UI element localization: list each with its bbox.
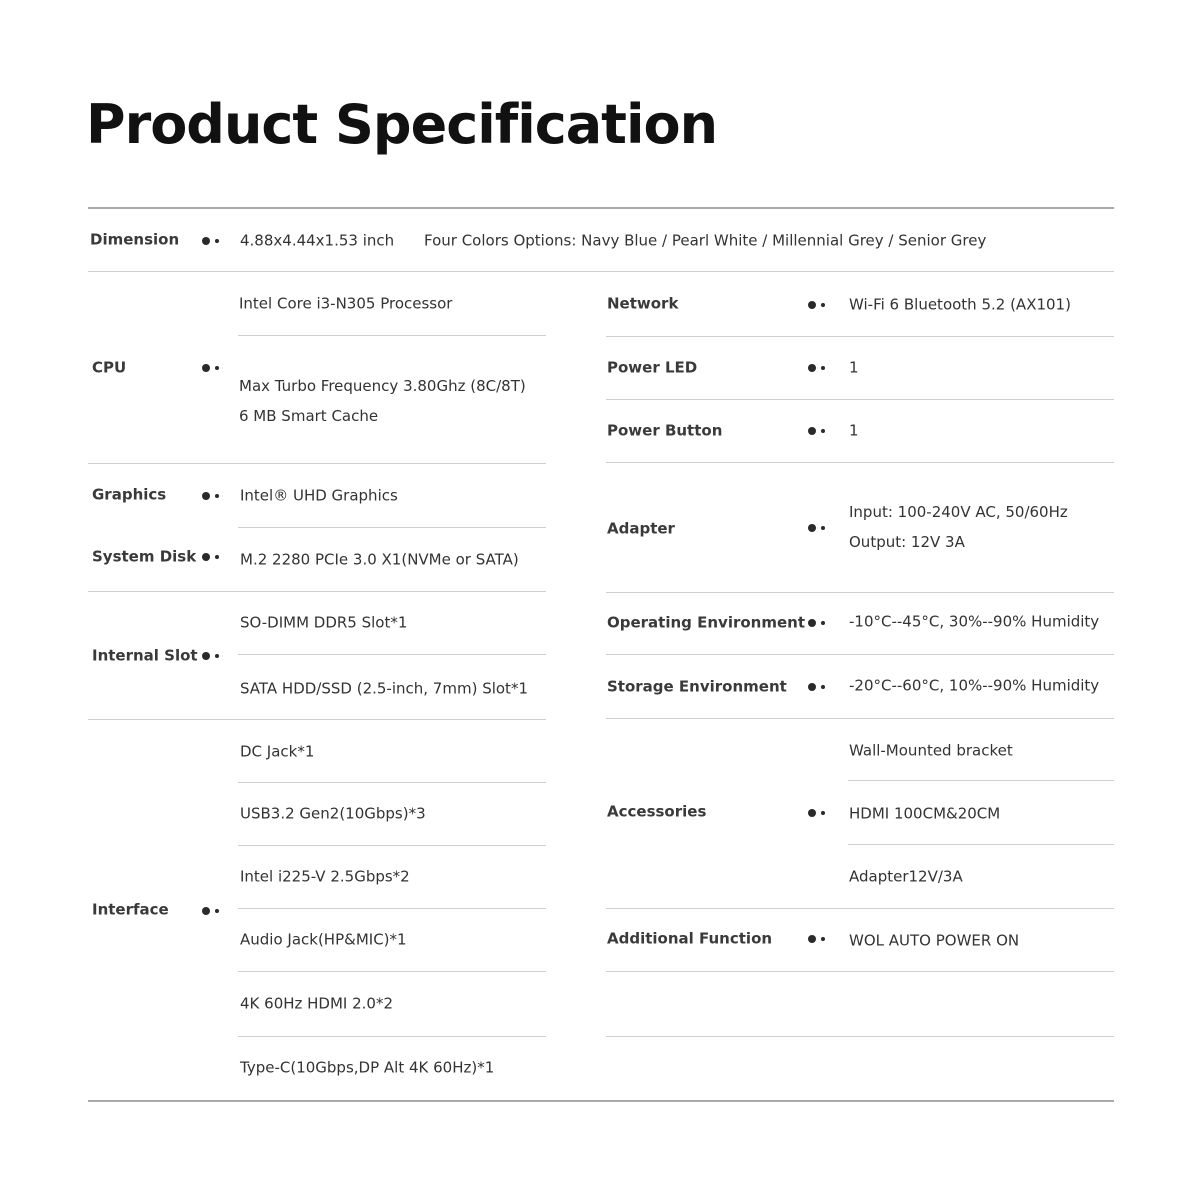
system-disk-divider xyxy=(88,591,546,592)
storage-environment-label: Storage Environment xyxy=(607,677,787,696)
interface-item: DC Jack*1 xyxy=(240,742,315,761)
dimension-label: Dimension xyxy=(90,230,180,249)
adapter-divider xyxy=(606,592,1114,593)
page-title: Product Specification xyxy=(86,93,718,156)
internal-slot-item: SATA HDD/SSD (2.5-inch, 7mm) Slot*1 xyxy=(240,679,528,698)
system-disk-value: M.2 2280 PCIe 3.0 X1(NVMe or SATA) xyxy=(240,550,519,569)
additional-function-divider xyxy=(606,971,1114,972)
dimension-size: 4.88x4.44x1.53 inch xyxy=(240,231,395,250)
dot-dot-icon xyxy=(808,934,828,944)
power-led-divider xyxy=(606,399,1114,400)
dot-dot-icon xyxy=(808,363,828,373)
interface-divider-1 xyxy=(238,782,546,783)
graphics-label: Graphics xyxy=(92,485,167,504)
adapter-label: Adapter xyxy=(607,519,675,538)
dot-dot-icon xyxy=(202,236,222,246)
interface-label: Interface xyxy=(92,900,169,919)
interface-divider-2 xyxy=(238,845,546,846)
internal-slot-item: SO-DIMM DDR5 Slot*1 xyxy=(240,613,408,632)
dot-dot-icon xyxy=(808,682,828,692)
dot-dot-icon xyxy=(808,300,828,310)
cpu-label: CPU xyxy=(92,358,127,377)
interface-item: Audio Jack(HP&MIC)*1 xyxy=(240,930,407,949)
interface-item: USB3.2 Gen2(10Gbps)*3 xyxy=(240,804,426,823)
power-led-value: 1 xyxy=(849,358,859,377)
operating-environment-label: Operating Environment xyxy=(607,613,806,632)
dot-dot-icon xyxy=(808,618,828,628)
header-divider xyxy=(88,207,1114,209)
interface-divider-5 xyxy=(238,1036,546,1037)
interface-divider-3 xyxy=(238,908,546,909)
storage-environment-divider xyxy=(606,718,1114,719)
operating-environment-value: -10°C--45°C, 30%--90% Humidity xyxy=(849,612,1100,631)
cpu-details: Max Turbo Frequency 3.80Ghz (8C/8T) 6 MB Smart Cache xyxy=(239,377,526,425)
power-button-label: Power Button xyxy=(607,421,723,440)
power-button-divider xyxy=(606,462,1114,463)
graphics-divider xyxy=(238,527,546,528)
power-led-label: Power LED xyxy=(607,358,698,377)
cpu-inner-divider xyxy=(238,335,546,336)
dimension-colors: Four Colors Options: Navy Blue / Pearl White / Millennial Grey / Senior Grey xyxy=(424,231,987,250)
accessories-item: HDMI 100CM&20CM xyxy=(849,804,1001,823)
network-value: Wi-Fi 6 Bluetooth 5.2 (AX101) xyxy=(849,295,1071,314)
accessories-divider xyxy=(606,908,1114,909)
dot-dot-icon xyxy=(202,906,222,916)
dimension-divider xyxy=(88,271,1114,272)
internal-slot-label: Internal Slot xyxy=(92,646,198,665)
network-label: Network xyxy=(607,294,679,313)
interface-item: 4K 60Hz HDMI 2.0*2 xyxy=(240,994,394,1013)
system-disk-label: System Disk xyxy=(92,547,197,566)
cpu-divider xyxy=(88,463,546,464)
accessories-item: Wall-Mounted bracket xyxy=(849,741,1013,760)
dot-dot-icon xyxy=(202,552,222,562)
dot-dot-icon xyxy=(202,651,222,661)
accessories-inner-divider-2 xyxy=(848,844,1114,845)
interface-item: Type-C(10Gbps,DP Alt 4K 60Hz)*1 xyxy=(240,1058,495,1077)
right-column-end-divider xyxy=(606,1036,1114,1037)
adapter-value: Input: 100-240V AC, 50/60Hz Output: 12V 3A xyxy=(849,503,1068,551)
operating-environment-divider xyxy=(606,654,1114,655)
power-button-value: 1 xyxy=(849,421,859,440)
dot-dot-icon xyxy=(808,523,828,533)
dot-dot-icon xyxy=(808,808,828,818)
dot-dot-icon xyxy=(808,426,828,436)
internal-slot-inner-divider xyxy=(238,654,546,655)
interface-item: Intel i225-V 2.5Gbps*2 xyxy=(240,867,410,886)
storage-environment-value: -20°C--60°C, 10%--90% Humidity xyxy=(849,676,1100,695)
dot-dot-icon xyxy=(202,363,222,373)
accessories-label: Accessories xyxy=(607,802,707,821)
additional-function-label: Additional Function xyxy=(607,929,773,948)
network-divider xyxy=(606,336,1114,337)
accessories-item: Adapter12V/3A xyxy=(849,867,963,886)
footer-divider xyxy=(88,1100,1114,1102)
internal-slot-divider xyxy=(88,719,546,720)
additional-function-value: WOL AUTO POWER ON xyxy=(849,931,1020,950)
dot-dot-icon xyxy=(202,491,222,501)
accessories-inner-divider-1 xyxy=(848,780,1114,781)
cpu-processor: Intel Core i3-N305 Processor xyxy=(239,294,453,313)
graphics-value: Intel® UHD Graphics xyxy=(240,486,398,505)
interface-divider-4 xyxy=(238,971,546,972)
